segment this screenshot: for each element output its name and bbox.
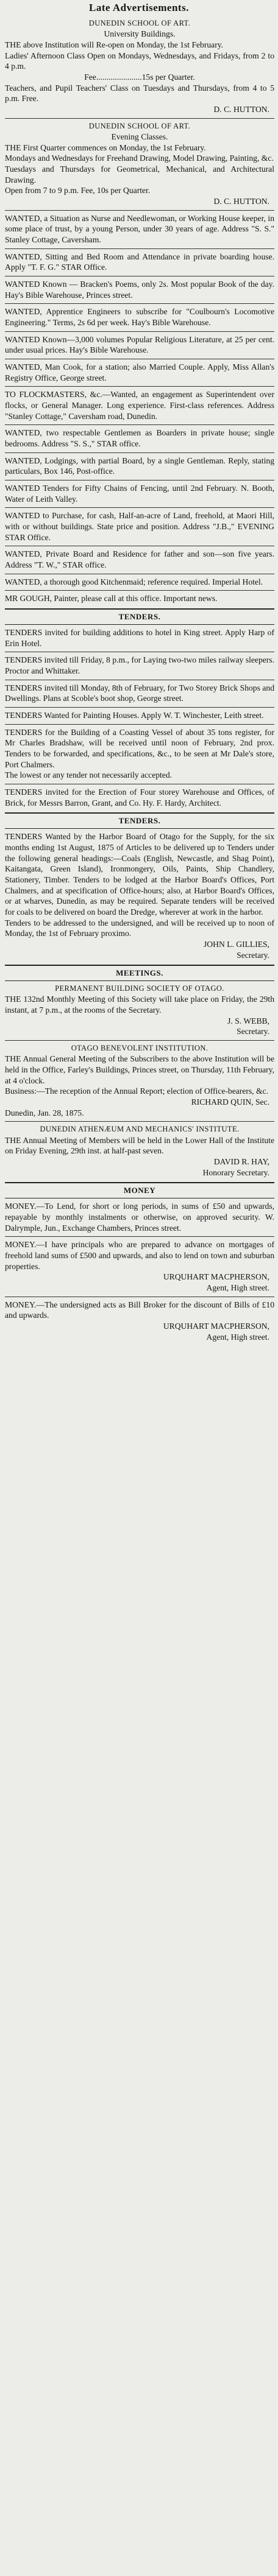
- ad-subtitle: University Buildings.: [104, 29, 176, 39]
- ad-signature-role: Agent, High street.: [206, 1332, 269, 1342]
- ad-body: WANTED to Purchase, for cash, Half-an-acre of Land, freehold, at Maori Hill, with or without buildings. State price and position. Address "J.B.," EVENING STAR Office.: [5, 511, 274, 542]
- tender-hotel-additions: [5, 625, 274, 652]
- ad-title: OTAGO BENEVOLENT INSTITUTION.: [71, 1044, 208, 1053]
- ad-title: DUNEDIN SCHOOL OF ART.: [88, 19, 191, 27]
- ad-flockmasters: [5, 386, 274, 424]
- ad-body: WANTED, Lodgings, with partial Board, by a single Gentleman. Reply, stating particulars, Box 146, Post-office.: [5, 456, 274, 476]
- ad-school-of-art-day: [5, 16, 274, 118]
- ad-signature: RICHARD QUIN, Sec.: [191, 1097, 269, 1107]
- ad-signature: URQUHART MACPHERSON,: [163, 1272, 269, 1282]
- ad-body: WANTED Tenders for Fifty Chains of Fencing, until 2nd February. N. Booth, Water of Leith Valley.: [5, 484, 274, 504]
- ad-signature: DAVID R. HAY,: [213, 1157, 269, 1167]
- ad-body: WANTED, Sitting and Bed Room and Attendance in private boarding house. Apply "T. F. G." STAR Office.: [5, 252, 274, 272]
- ad-lodgings: [5, 452, 274, 480]
- meeting-building-society: [5, 981, 274, 1040]
- ad-body: WANTED, a thorough good Kitchenmaid; reference required. Imperial Hotel.: [5, 577, 263, 586]
- ad-signature: D. C. HUTTON.: [213, 104, 269, 114]
- ad-body: MR GOUGH, Painter, please call at this office. Important news.: [5, 594, 218, 604]
- ad-body: THE Annual Meeting of Members will be held in the Lower Hall of the Institute on Friday Evening, 29th inst. at half-past seven.: [5, 1135, 274, 1156]
- tender-warehouse: [5, 784, 274, 811]
- ad-body: MONEY.—I have principals who are prepared to advance on mortgages of freehold land sums of £500 and upwards, and also to lend on town and suburban properties.: [5, 1240, 274, 1271]
- tender-railway-sleepers: [5, 652, 274, 679]
- ad-body: MONEY.—The undersigned acts as Bill Broker for the discount of Bills of £10 and upwards.: [5, 1300, 274, 1320]
- money-bill-broker: [5, 1297, 274, 1346]
- ad-fencing-tenders: [5, 480, 274, 507]
- money-mortgages: [5, 1236, 274, 1296]
- ad-purchase-land: [5, 507, 274, 546]
- tender-painting-houses: [5, 707, 274, 724]
- ad-mr-gough: [5, 590, 274, 607]
- ad-body: The lowest or any tender not necessarily accepted.: [5, 770, 173, 780]
- meeting-benevolent-institution: [5, 1040, 274, 1121]
- ad-title: DUNEDIN SCHOOL OF ART.: [88, 121, 191, 130]
- ad-body: TENDERS invited till Monday, 8th of February, for Two Storey Brick Shops and Dwellings. Plans at Scoble's boot shop, George street.: [5, 683, 274, 703]
- section-heading-meetings: MEETINGS.: [5, 965, 274, 981]
- ad-body: Mondays and Wednesdays for Freehand Drawing, Model Drawing, Painting, &c.: [5, 153, 274, 163]
- page-header: Late Advertisements.: [89, 2, 189, 13]
- ad-body: Tenders to be addressed to the undersigned, and will be received up to noon of Monday, the 1st of February proximo.: [5, 918, 274, 938]
- ad-religious-literature: [5, 331, 274, 359]
- ad-signature: D. C. HUTTON.: [213, 196, 269, 206]
- section-heading-tenders: TENDERS.: [5, 608, 274, 625]
- ad-man-cook: [5, 359, 274, 386]
- ad-body: TENDERS Wanted for Painting Houses. Apply W. T. Winchester, Leith street.: [5, 710, 264, 720]
- ad-body: TENDERS invited till Friday, 8 p.m., for Laying two-two miles railway sleepers. Proctor and Whittaker.: [5, 655, 274, 675]
- ad-signature: URQUHART MACPHERSON,: [163, 1321, 269, 1331]
- ad-body: Ladies' Afternoon Class Open on Mondays, Wednesdays, and Fridays, from 2 to 4 p.m.: [5, 51, 274, 71]
- ad-brackens-poems: [5, 276, 274, 303]
- ad-body: WANTED, Man Cook, for a station; also Married Couple. Apply, Miss Allan's Registry Office, George street.: [5, 362, 274, 382]
- ad-signature-role: Agent, High street.: [206, 1283, 269, 1292]
- ad-signature-role: Secretary.: [237, 1027, 269, 1036]
- ad-body: Business:—The reception of the Annual Report; election of Office-bearers, &c.: [5, 1086, 268, 1096]
- money-dalrymple: [5, 1198, 274, 1236]
- ad-wanted-sitting-room: [5, 248, 274, 276]
- ad-private-board: [5, 546, 274, 573]
- ad-dateline: Dunedin, Jan. 28, 1875.: [5, 1108, 84, 1117]
- ad-kitchenmaid: [5, 574, 274, 591]
- ad-apprentice-engineers: [5, 303, 274, 331]
- ad-wanted-nurse: [5, 210, 274, 248]
- ad-body: THE 132nd Monthly Meeting of this Society will take place on Friday, the 29th instant, at 7 p.m., at the rooms of the Secretary.: [5, 994, 274, 1015]
- ad-body: Fee......................15s per Quarter.: [84, 72, 195, 82]
- ad-body: TO FLOCKMASTERS, &c.—Wanted, an engagement as Superintendent over flocks, or General Manager. Long experience. First-class references. Address "Stanley Cottage," Caversham road, Dunedin.: [5, 390, 274, 421]
- ad-signature: JOHN L. GILLIES,: [204, 939, 269, 949]
- ad-body: WANTED, Apprentice Engineers to subscribe for "Coulbourn's Locomotive Engineering." Terms, 2s 6d per week. Hay's Bible Warehouse.: [5, 307, 274, 327]
- ad-body: WANTED, a Situation as Nurse and Needlewoman, or Working House keeper, in some place of trust, by a young Person, under 30 years of age. Address "S. S." Stanley Cottage, Caversham.: [5, 213, 274, 244]
- section-heading-money: MONEY: [5, 1182, 274, 1198]
- ad-body: TENDERS for the Building of a Coasting Vessel of about 35 tons register, for Mr Charles Bradshaw, will be received until noon of February, 2nd prox. Tenders to be forwarded, and specifications, &c., to be seen at Mr Dale's store, Port Chalmers.: [5, 727, 274, 769]
- ad-body: THE First Quarter commences on Monday, the 1st February.: [5, 143, 206, 152]
- ad-body: WANTED Known—3,000 volumes Popular Religious Literature, at 25 per cent. under usual prices. Hay's Bible Warehouse.: [5, 334, 274, 355]
- ad-title: PERMANENT BUILDING SOCIETY OF OTAGO.: [55, 984, 224, 993]
- ad-school-of-art-evening: [5, 118, 274, 210]
- ad-body: TENDERS invited for the Erection of Four storey Warehouse and Offices, of Brick, for Messrs Barron, Grant, and Co. Hy. F. Hardy, Architect.: [5, 787, 274, 808]
- ad-title: DUNEDIN ATHENÆUM AND MECHANICS' INSTITUTE.: [40, 1125, 240, 1134]
- ad-body: Open from 7 to 9 p.m. Fee, 10s per Quarter.: [5, 186, 151, 195]
- ad-body: TENDERS Wanted by the Harbor Board of Otago for the Supply, for the six months ending 1st August, 1875 of Articles to be delivered up to Tenders under the following general headings:—Coals (English, Newcastle, and Shag Point), Kaitangata, Green Island), Ironmongery, Oils, Paints, Ship Chandlery, Stationery, Timber. Tenders to be lodged at the Harbor Board's Offices, Port Chalmers, and at specification of Office-hours; also, at Harbor Board's Offices, or at wharves, Dunedin, as may be required. Separate tenders will be received for coals to be delivered on board the Dredge, wherever at work in the harbor.: [5, 832, 274, 917]
- advertisements-column: [0, 16, 278, 1345]
- ad-body: MONEY.—To Lend, for short or long periods, in sums of £50 and upwards, repayable by monthly instalments or otherwise, on approved security. W. Dalrymple, Jun., Exchange Chambers, Princes street.: [5, 1202, 274, 1233]
- ad-body: Teachers, and Pupil Teachers' Class on Tuesdays and Thursdays, from 4 to 5 p.m. Free.: [5, 83, 274, 104]
- ad-signature: J. S. WEBB,: [227, 1016, 269, 1026]
- ad-body: WANTED, Private Board and Residence for father and son—son five years. Address "T. W.," STAR office.: [5, 549, 274, 570]
- ad-body: WANTED Known — Bracken's Poems, only 2s. Most popular Book of the day. Hay's Bible Warehouse, Princes street.: [5, 279, 274, 300]
- tender-harbour-board: [5, 829, 274, 963]
- tender-coasting-vessel: [5, 724, 274, 784]
- ad-body: WANTED, two respectable Gentlemen as Boarders in private house; single bedrooms. Address "S. S.," STAR office.: [5, 428, 274, 448]
- ad-body: THE above Institution will Re-open on Monday, the 1st February.: [5, 40, 224, 49]
- ad-body: Tuesdays and Thursdays for Geometrical, Mechanical, and Architectural Drawing.: [5, 164, 274, 185]
- section-heading-tenders-2: TENDERS.: [5, 812, 274, 829]
- ad-signature-role: Secretary.: [237, 950, 269, 960]
- meeting-athenaeum: [5, 1121, 274, 1181]
- ad-body: THE Annual General Meeting of the Subscribers to the above Institution will be held in the Office, Farley's Buildings, Princes street, on Thursday, 11th February, at 4 o'clock.: [5, 1054, 274, 1085]
- ad-body: TENDERS invited for building additions to hotel in King street. Apply Harp of Erin Hotel.: [5, 627, 274, 648]
- ad-signature-role: Honorary Secretary.: [202, 1167, 269, 1177]
- tender-brick-shops: [5, 680, 274, 707]
- ad-subtitle: Evening Classes.: [111, 132, 168, 141]
- ad-boarders: [5, 424, 274, 452]
